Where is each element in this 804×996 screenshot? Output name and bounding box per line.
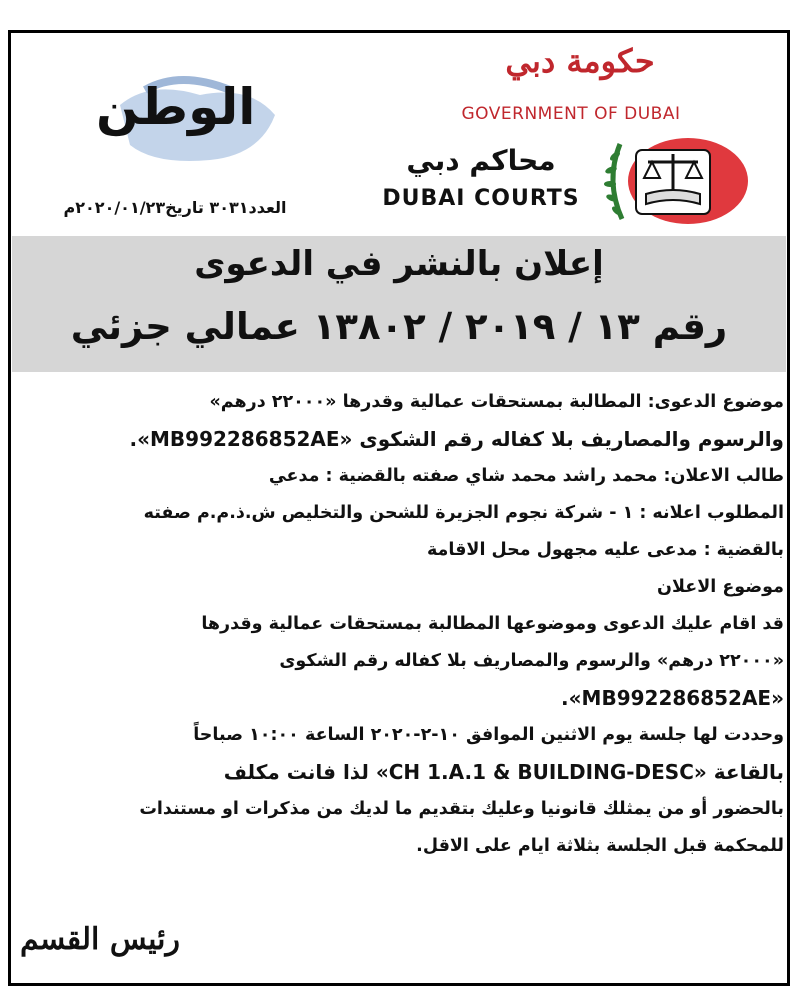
announcement-body (18, 384, 784, 865)
body-line: موضوع الدعوى: المطالبة بمستحقات عمالية وقدرها «٢٢٠٠٠ درهم» (209, 392, 784, 412)
body-line: المطلوب اعلانه : ١ - شركة نجوم الجزيرة للشحن والتخليص ش.ذ.م.م صفته (143, 503, 784, 523)
body-line: قد اقام عليك الدعوى وموضوعها المطالبة بمستحقات عمالية وقدرها (201, 614, 784, 634)
signature-title: رئيس القسم (20, 922, 180, 957)
court-name-arabic: محاكم دبي (406, 144, 556, 177)
body-line: «٢٢٠٠٠ درهم» والرسوم والمصاريف بلا كفاله رقم الشكوى (279, 651, 784, 671)
body-line: والرسوم والمصاريف بلا كفاله رقم الشكوى «MB992286852AE». (129, 427, 784, 451)
body-line: «MB992286852AE». (561, 686, 784, 710)
body-line: طالب الاعلان: محمد راشد محمد شاي صفته بالقضية : مدعي (268, 466, 784, 486)
government-name-arabic: حكومة دبي (505, 42, 655, 80)
body-line: وحددت لها جلسة يوم الاثنين الموافق ١٠-٢-٢٠٢٠ الساعة ١٠:٠٠ صباحاً (193, 725, 784, 745)
announcement-title: إعلان بالنشر في الدعوى (194, 244, 604, 284)
government-name-english: GOVERNMENT OF DUBAI (461, 104, 681, 124)
court-name-english: DUBAI COURTS (382, 186, 580, 211)
body-line: للمحكمة قبل الجلسة بثلاثة ايام على الاقل. (416, 836, 784, 856)
issue-info: العدد٣٠٣١ تاريخ٢٠٢٠/٠١/٢٣م (63, 198, 287, 217)
dubai-courts-emblem-icon (600, 134, 750, 228)
body-line: بالقضية : مدعى عليه مجهول محل الاقامة (426, 540, 784, 560)
body-line: موضوع الاعلان (657, 577, 784, 597)
body-line: بالحضور أو من يمثلك قانونيا وعليك بتقديم ما لديك من مذكرات او مستندات (139, 799, 784, 819)
newspaper-name: الوطن (96, 78, 256, 136)
body-line: بالقاعة «CH 1.A.1 & BUILDING-DESC» لذا فانت مكلف (223, 760, 784, 784)
case-number: رقم ١٣ / ٢٠١٩ / ١٣٨٠٢ عمالي جزئي (70, 305, 728, 348)
